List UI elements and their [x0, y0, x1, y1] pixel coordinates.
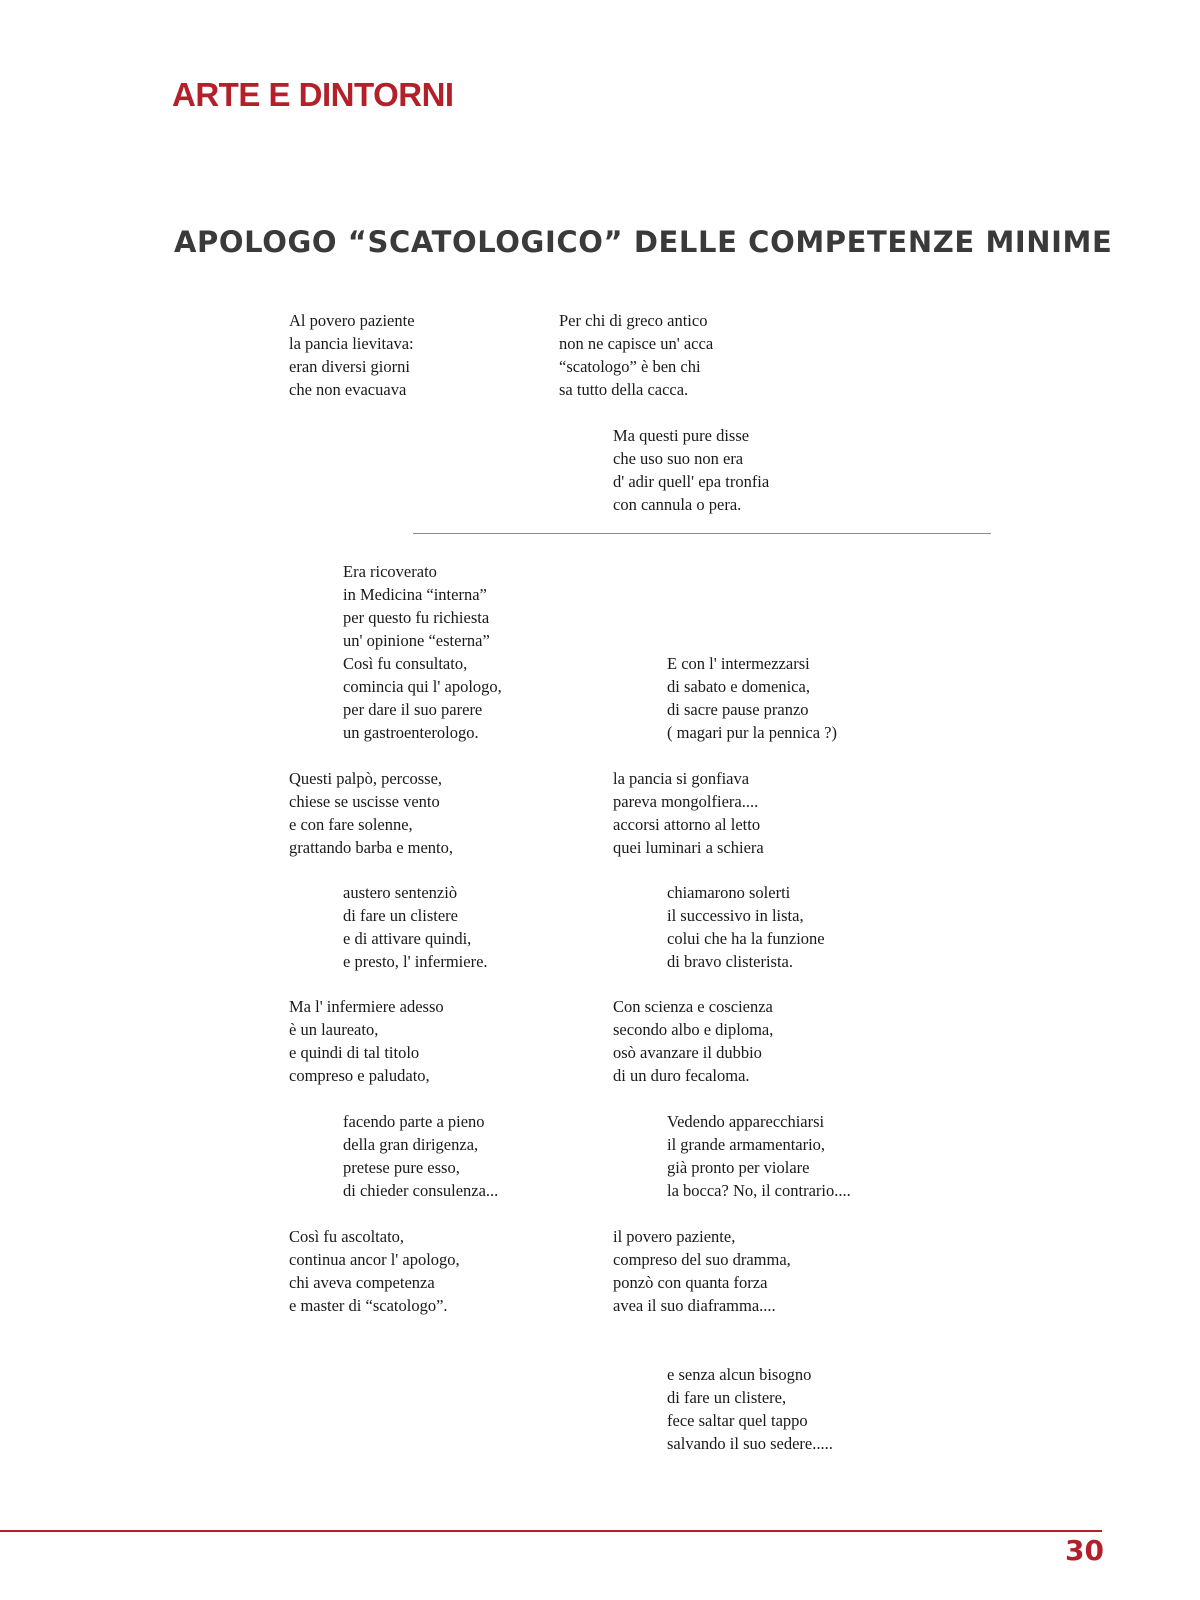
stanza	[667, 1110, 851, 1202]
verse-line: comincia qui l' apologo,	[343, 677, 502, 696]
stanza	[289, 995, 444, 1087]
verse-line: è un laureato,	[289, 1020, 379, 1039]
verse-line: la pancia si gonfiava	[613, 769, 750, 788]
verse-line: che uso suo non era	[613, 449, 744, 468]
verse-line: ponzò con quanta forza	[613, 1273, 768, 1292]
verse-line: per questo fu richiesta	[343, 608, 490, 627]
verse-line: “scatologo” è ben chi	[559, 357, 701, 376]
verse-line: Così fu consultato,	[343, 654, 468, 673]
stanza	[559, 309, 713, 401]
verse-line: di fare un clistere	[343, 906, 458, 925]
verse-line: di sacre pause pranzo	[667, 700, 809, 719]
verse-line: un gastroenterologo.	[343, 723, 479, 742]
verse-line: pareva mongolfiera....	[613, 792, 759, 811]
verse-line: in Medicina “interna”	[343, 585, 487, 604]
verse-line: Vedendo apparecchiarsi	[667, 1112, 825, 1131]
verse-line: Con scienza e coscienza	[613, 997, 773, 1016]
verse-line: chi aveva competenza	[289, 1273, 435, 1292]
verse-line: e presto, l' infermiere.	[343, 952, 488, 971]
verse-line: e con fare solenne,	[289, 815, 413, 834]
verse-line: chiamarono solerti	[667, 883, 791, 902]
verse-line: il successivo in lista,	[667, 906, 804, 925]
verse-line: e di attivare quindi,	[343, 929, 472, 948]
verse-line: non ne capisce un' acca	[559, 334, 714, 353]
article-title: APOLOGO “SCATOLOGICO” DELLE COMPETENZE MINIME	[174, 225, 1113, 259]
verse-line: sa tutto della cacca.	[559, 380, 689, 399]
verse-line: austero sentenziò	[343, 883, 458, 902]
verse-line: salvando il suo sedere.....	[667, 1434, 833, 1453]
verse-line: il povero paziente,	[613, 1227, 736, 1246]
verse-line: di bravo clisterista.	[667, 952, 794, 971]
verse-line: e senza alcun bisogno	[667, 1365, 812, 1384]
verse-line: di un duro fecaloma.	[613, 1066, 750, 1085]
verse-line: di chieder consulenza...	[343, 1181, 499, 1200]
verse-line: Al povero paziente	[289, 311, 415, 330]
verse-line: e master di “scatologo”.	[289, 1296, 448, 1315]
page-number: 30	[1065, 1534, 1104, 1567]
verse-line: osò avanzare il dubbio	[613, 1043, 762, 1062]
verse-line: continua ancor l' apologo,	[289, 1250, 460, 1269]
verse-line: chiese se uscisse vento	[289, 792, 440, 811]
verse-line: Per chi di greco antico	[559, 311, 708, 330]
stanza	[613, 767, 764, 859]
stanza	[613, 1225, 791, 1317]
verse-line: Ma l' infermiere adesso	[289, 997, 444, 1016]
section-divider	[413, 533, 991, 534]
stanza	[613, 995, 773, 1087]
stanza	[667, 1363, 833, 1455]
verse-line: il grande armamentario,	[667, 1135, 826, 1154]
stanza	[343, 1110, 498, 1202]
verse-line: quei luminari a schiera	[613, 838, 764, 857]
verse-line: avea il suo diaframma....	[613, 1296, 776, 1315]
verse-line: d' adir quell' epa tronfia	[613, 472, 770, 491]
verse-line: compreso e paludato,	[289, 1066, 430, 1085]
footer-rule	[0, 1530, 1102, 1532]
stanza	[343, 560, 502, 744]
verse-line: la pancia lievitava:	[289, 334, 414, 353]
verse-line: compreso del suo dramma,	[613, 1250, 791, 1269]
stanza	[289, 767, 453, 859]
verse-line: che non evacuava	[289, 380, 407, 399]
verse-line: di fare un clistere,	[667, 1388, 787, 1407]
verse-line: della gran dirigenza,	[343, 1135, 479, 1154]
stanza	[343, 881, 488, 973]
verse-line: Ma questi pure disse	[613, 426, 750, 445]
verse-line: Era ricoverato	[343, 562, 437, 581]
verse-line: eran diversi giorni	[289, 357, 410, 376]
verse-line: di sabato e domenica,	[667, 677, 810, 696]
verse-line: Così fu ascoltato,	[289, 1227, 405, 1246]
verse-line: colui che ha la funzione	[667, 929, 825, 948]
verse-line: un' opinione “esterna”	[343, 631, 490, 650]
verse-line: e quindi di tal titolo	[289, 1043, 420, 1062]
verse-line: ( magari pur la pennica ?)	[667, 723, 837, 742]
verse-line: per dare il suo parere	[343, 700, 483, 719]
verse-line: la bocca? No, il contrario....	[667, 1181, 851, 1200]
stanza	[667, 652, 837, 744]
verse-line: secondo albo e diploma,	[613, 1020, 774, 1039]
verse-line: accorsi attorno al letto	[613, 815, 761, 834]
verse-line: E con l' intermezzarsi	[667, 654, 810, 673]
verse-line: Questi palpò, percosse,	[289, 769, 443, 788]
stanza	[289, 1225, 460, 1317]
verse-line: già pronto per violare	[667, 1158, 810, 1177]
section-title: ARTE E DINTORNI	[172, 76, 454, 113]
verse-line: pretese pure esso,	[343, 1158, 460, 1177]
verse-line: grattando barba e mento,	[289, 838, 454, 857]
verse-line: con cannula o pera.	[613, 495, 742, 514]
stanza	[667, 881, 825, 973]
stanza	[289, 309, 415, 401]
stanza	[613, 424, 769, 516]
verse-line: fece saltar quel tappo	[667, 1411, 808, 1430]
verse-line: facendo parte a pieno	[343, 1112, 485, 1131]
